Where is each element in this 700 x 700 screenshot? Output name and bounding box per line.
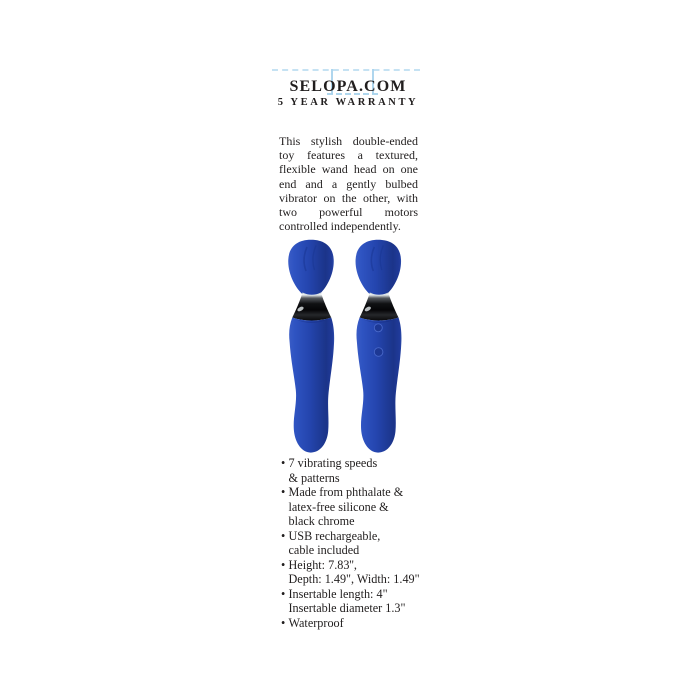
description-line: toy features a textured, xyxy=(279,148,418,163)
wand-left-back-view xyxy=(288,240,334,453)
feature-line xyxy=(281,601,431,616)
product-description xyxy=(279,134,418,233)
brand-website: SELOPA.COM xyxy=(289,78,407,95)
feature-text: latex-free silicone & xyxy=(288,499,389,514)
feature-text: Waterproof xyxy=(288,616,344,631)
feature-list xyxy=(281,456,431,631)
bullet-dot: • xyxy=(281,586,286,601)
description-line: end and a gently bulbed xyxy=(279,176,418,191)
bullet-dot: • xyxy=(281,557,286,572)
feature-line xyxy=(281,587,431,602)
product-photo-dual-wands xyxy=(270,230,450,460)
feature-line xyxy=(281,543,431,558)
bullet-dot: • xyxy=(281,456,286,470)
feature-line xyxy=(281,558,431,573)
feature-line xyxy=(281,500,431,515)
description-line: flexible wand head on one xyxy=(279,162,418,177)
feature-text: Made from phthalate & xyxy=(288,485,404,500)
wand-right-front-view xyxy=(356,240,402,453)
description-line: vibrator on the other, with xyxy=(279,190,418,205)
power-button xyxy=(374,324,382,332)
feature-text: black chrome xyxy=(288,514,355,529)
feature-text: Depth: 1.49", Width: 1.49" xyxy=(288,572,420,587)
feature-line xyxy=(281,471,431,486)
bullet-dot: • xyxy=(281,485,286,500)
feature-text: & patterns xyxy=(288,470,340,485)
feature-text: Insertable diameter 1.3" xyxy=(288,601,406,616)
description-line: two powerful motors xyxy=(279,205,418,220)
description-line: This stylish double-ended xyxy=(279,134,418,148)
bullet-dot: • xyxy=(281,528,286,543)
feature-line xyxy=(281,514,431,529)
feature-text: 7 vibrating speeds xyxy=(288,456,378,470)
feature-text: Insertable length: 4" xyxy=(288,586,388,601)
warranty-text: 5 YEAR WARRANTY xyxy=(277,97,419,108)
feature-line xyxy=(281,485,431,500)
feature-text: Height: 7.83'', xyxy=(288,557,357,572)
feature-text: USB rechargeable, xyxy=(288,528,381,543)
dieline-top-dash xyxy=(272,69,420,71)
mode-button xyxy=(374,348,383,357)
feature-line xyxy=(281,616,431,631)
feature-line xyxy=(281,456,431,471)
feature-text: cable included xyxy=(288,543,360,558)
description-line: controlled independently. xyxy=(279,219,401,234)
feature-line xyxy=(281,529,431,544)
feature-line xyxy=(281,572,431,587)
bullet-dot: • xyxy=(281,616,286,631)
